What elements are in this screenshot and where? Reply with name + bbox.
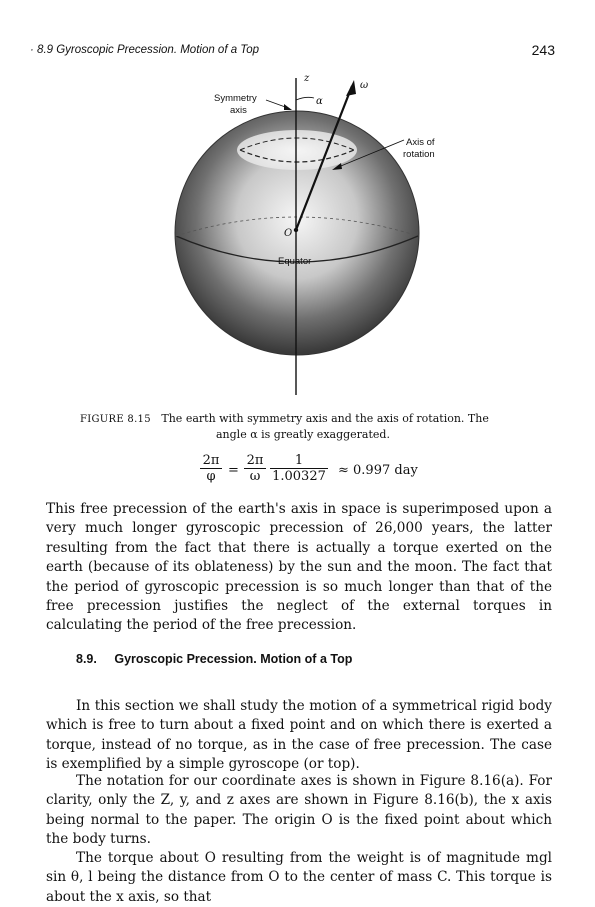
figure-caption-line1: The earth with symmetry axis and the axis of rotation. The bbox=[161, 412, 489, 425]
origin-point bbox=[294, 228, 298, 232]
section-marker: · bbox=[30, 44, 34, 56]
approx-value: ≈ 0.997 day bbox=[338, 463, 418, 478]
rotation-label-line1: Axis of bbox=[406, 137, 435, 148]
paragraph-intro: In this section we shall study the motion of a symmetrical rigid body which is free to turn about a fixed point and on which there is exerted a torque, instead of no torque, as in the case of free precession. The case is exemplified by a simple gyroscope (or top). bbox=[46, 698, 552, 773]
equals-sign: = bbox=[228, 463, 239, 478]
running-head bbox=[30, 42, 555, 62]
mid-fraction bbox=[244, 453, 266, 484]
alpha-label: α bbox=[316, 96, 323, 107]
mid-denominator: ω bbox=[249, 469, 261, 484]
ratio-fraction bbox=[270, 453, 328, 484]
figure-caption bbox=[80, 411, 520, 442]
symmetry-leader-arrow bbox=[284, 104, 292, 110]
paragraph-notation: The notation for our coordinate axes is shown in Figure 8.16(a). For clarity, only the Z, y, and z axes are shown in Figure 8.16(b), the x axis being normal to the paper. The origin O is the fixed point about which the body turns. bbox=[46, 773, 552, 848]
symmetry-label-line2: axis bbox=[230, 105, 247, 116]
earth-figure bbox=[160, 70, 450, 400]
lhs-numerator: 2π bbox=[200, 453, 222, 469]
symmetry-label-line1: Symmetry bbox=[214, 93, 257, 104]
omega-arrowhead bbox=[346, 80, 356, 96]
figure-caption-line2: angle α is greatly exaggerated. bbox=[216, 428, 390, 441]
running-head-section bbox=[30, 44, 259, 56]
lhs-denominator: φ bbox=[206, 469, 216, 484]
section-heading bbox=[76, 652, 556, 666]
ratio-denominator: 1.00327 bbox=[272, 469, 326, 484]
section-number: 8.9. bbox=[76, 652, 97, 666]
equator-label: Equator bbox=[278, 256, 312, 267]
page-number: 243 bbox=[531, 42, 555, 58]
period-equation bbox=[200, 453, 460, 493]
omega-label: ω bbox=[360, 80, 369, 91]
ratio-numerator: 1 bbox=[270, 453, 328, 469]
paragraph-free-precession: This free precession of the earth's axis in space is superimposed upon a very much longer gyroscopic precession of 26,000 years, the latter resulting from the fact that there is actually a torque exerted on the earth (because of its oblateness) by the sun and the moon. The fact that the period of gyroscopic precession is so much longer than that of the free precession justifies the neglect of the external torques in calculating the period of the free precession. bbox=[46, 501, 552, 634]
alpha-arc bbox=[296, 97, 314, 100]
earth-diagram bbox=[160, 70, 450, 400]
z-label: z bbox=[304, 73, 310, 84]
polar-cap bbox=[237, 130, 357, 170]
figure-caption-label: FIGURE 8.15 bbox=[80, 414, 151, 425]
origin-label: O bbox=[284, 228, 293, 239]
mid-numerator: 2π bbox=[244, 453, 266, 469]
rotation-label-line2: rotation bbox=[403, 149, 435, 160]
paragraph-torque: The torque about O resulting from the weight is of magnitude mgl sin θ, l being the distance from O to the center of mass C. This torque is about the x axis, so that bbox=[46, 850, 552, 905]
running-head-title: 8.9 Gyroscopic Precession. Motion of a Top bbox=[37, 44, 260, 56]
section-title: Gyroscopic Precession. Motion of a Top bbox=[114, 652, 353, 666]
lhs-fraction bbox=[200, 453, 222, 484]
